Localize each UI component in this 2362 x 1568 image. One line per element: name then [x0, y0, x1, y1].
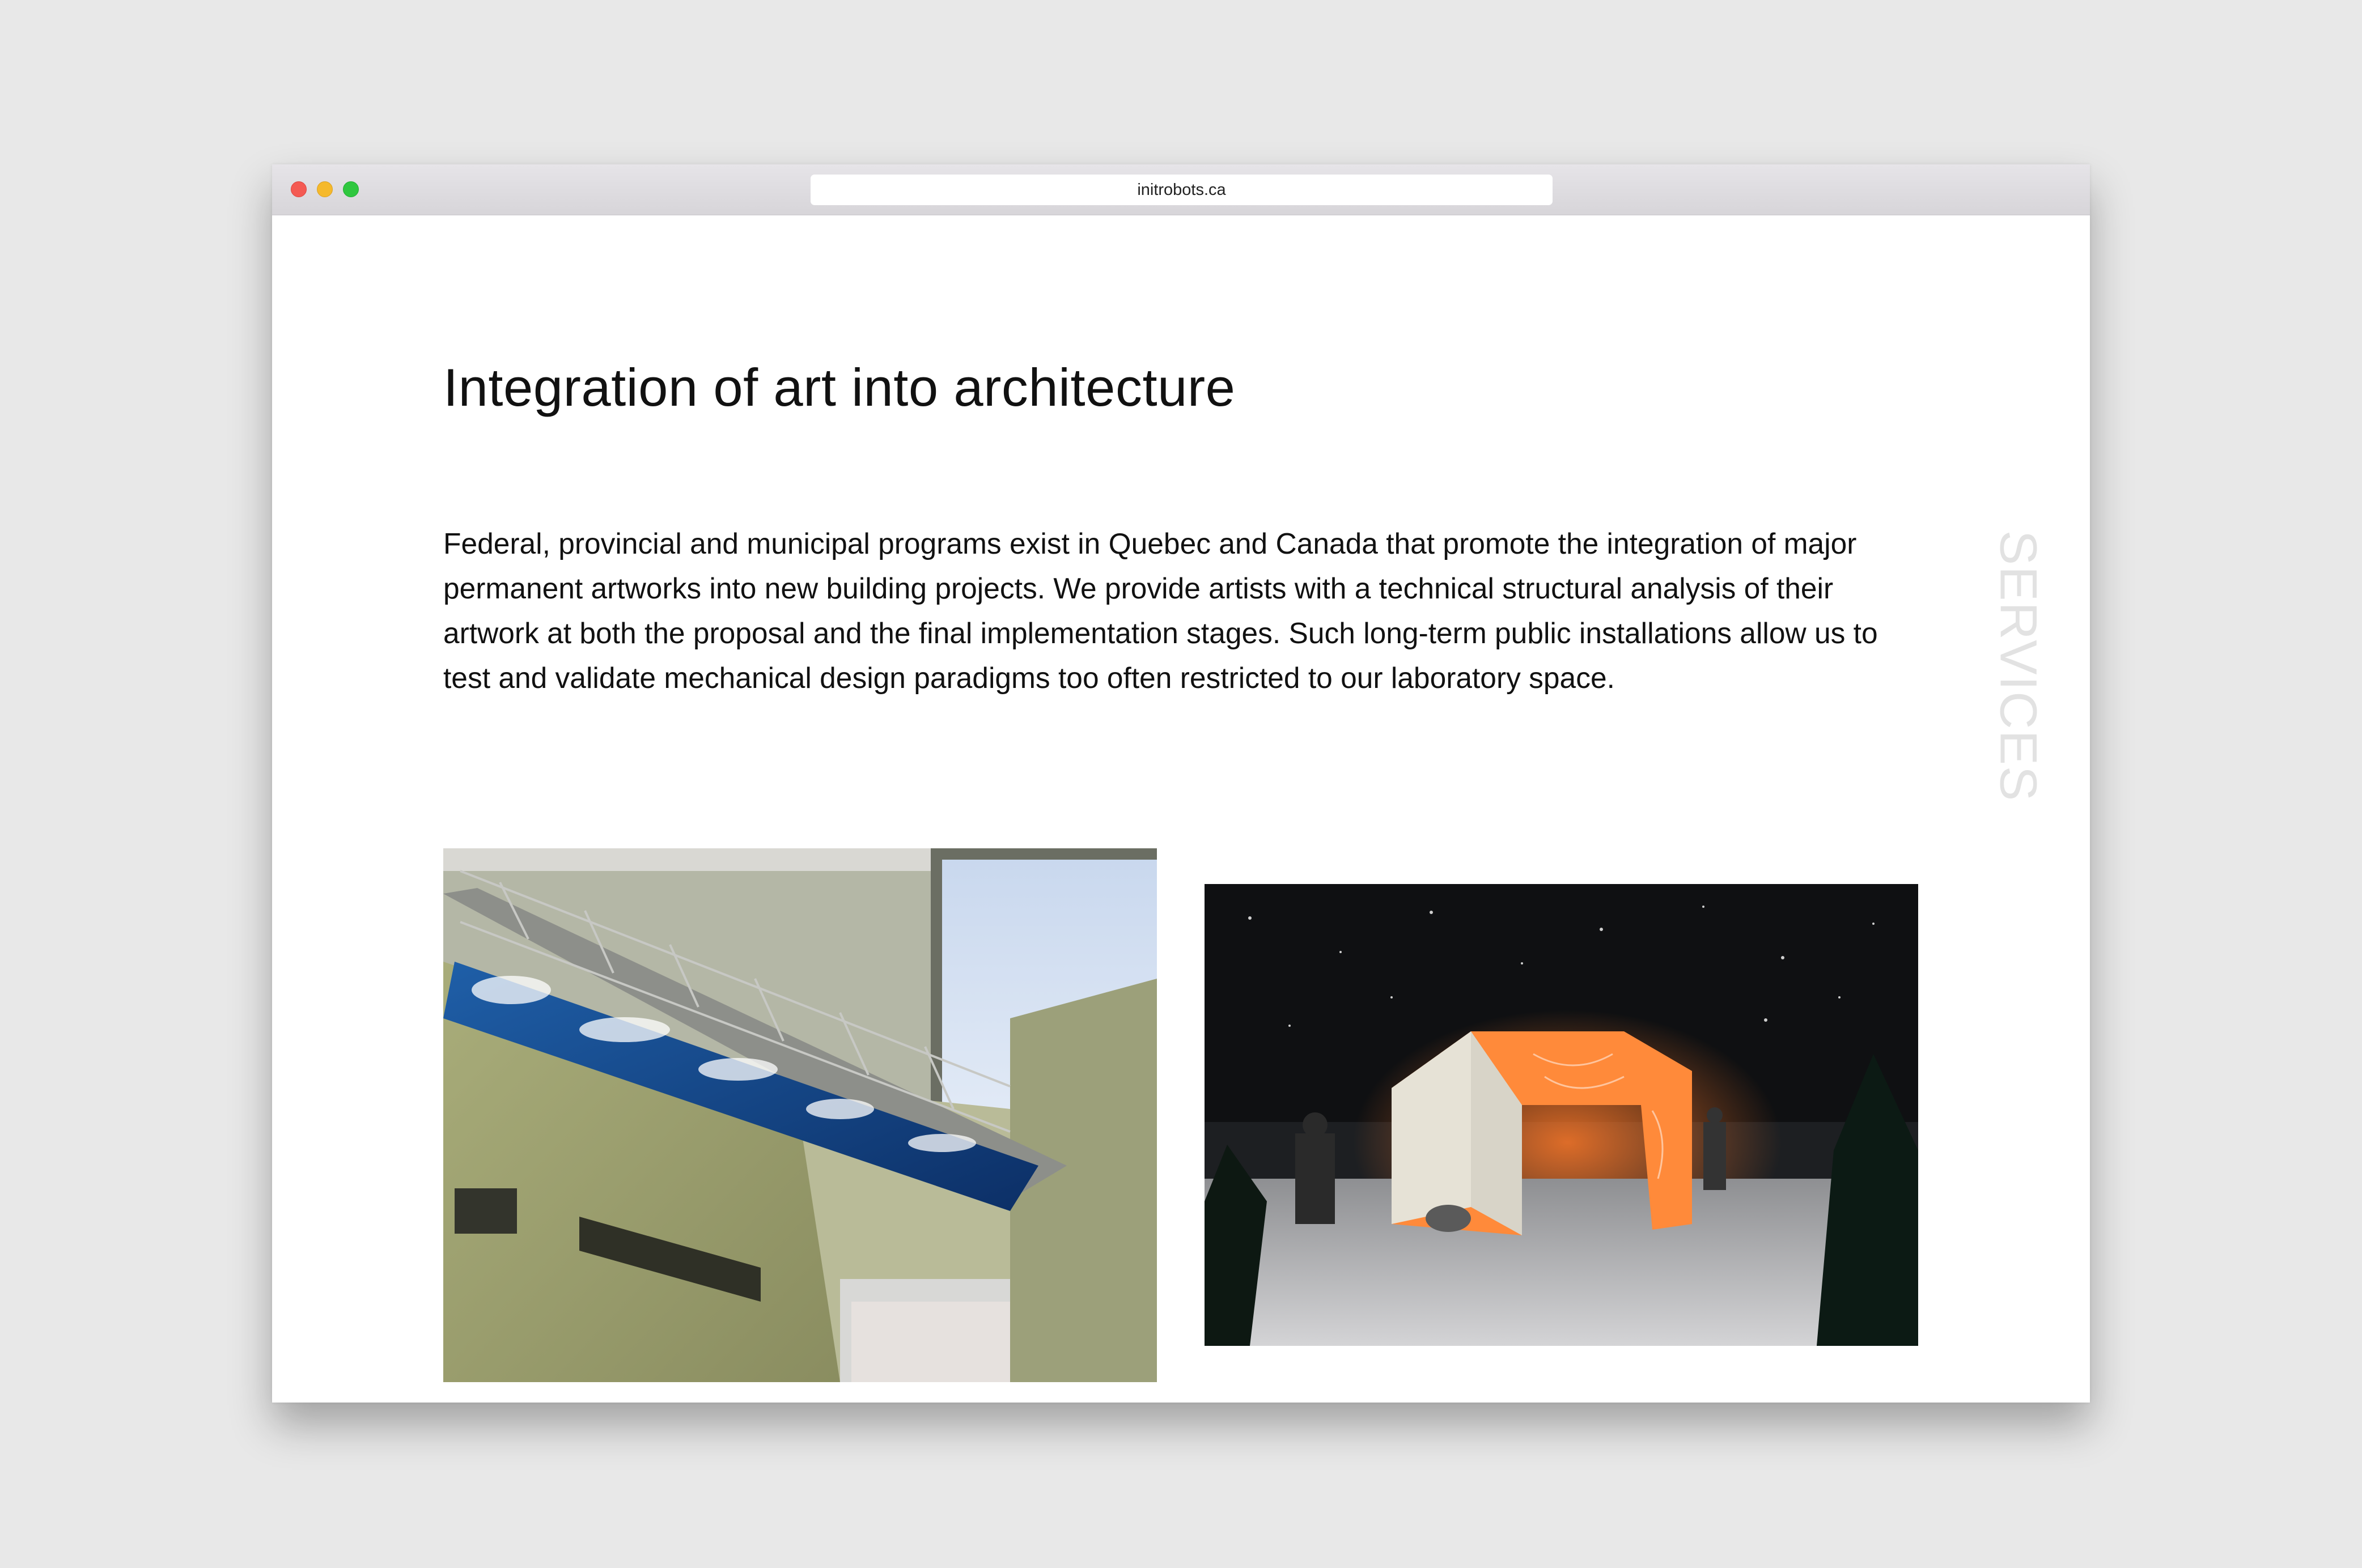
snow-pavilion-rendering — [1205, 884, 1918, 1346]
browser-titlebar — [272, 164, 2090, 215]
section-label — [1989, 530, 2047, 802]
close-window-button[interactable] — [291, 181, 307, 197]
intro-paragraph: Federal, provincial and municipal programs exist in Quebec and Canada that promote the integration of major permanent artworks into new building projects. We provide artists with a technical structural analysis of their artwork at both the proposal and the final implementation stages. Such long-term public installations allow us to test and validate mechanical design paradigms too often restricted to our laboratory space. — [443, 527, 1878, 694]
maximize-window-button[interactable] — [343, 181, 359, 197]
atrium-sky-artwork-photo — [443, 848, 1157, 1382]
page-content — [272, 215, 2090, 1403]
section-label-text: SERVICES — [1989, 530, 2047, 802]
page-title: Integration of art into architecture — [443, 358, 1236, 417]
atrium-artwork-photo[interactable] — [443, 848, 1157, 1382]
minimize-window-button[interactable] — [317, 181, 333, 197]
address-bar[interactable]: initrobots.ca — [811, 175, 1553, 205]
browser-window — [272, 164, 2090, 1403]
pavilion-rendering-photo[interactable] — [1205, 884, 1918, 1346]
